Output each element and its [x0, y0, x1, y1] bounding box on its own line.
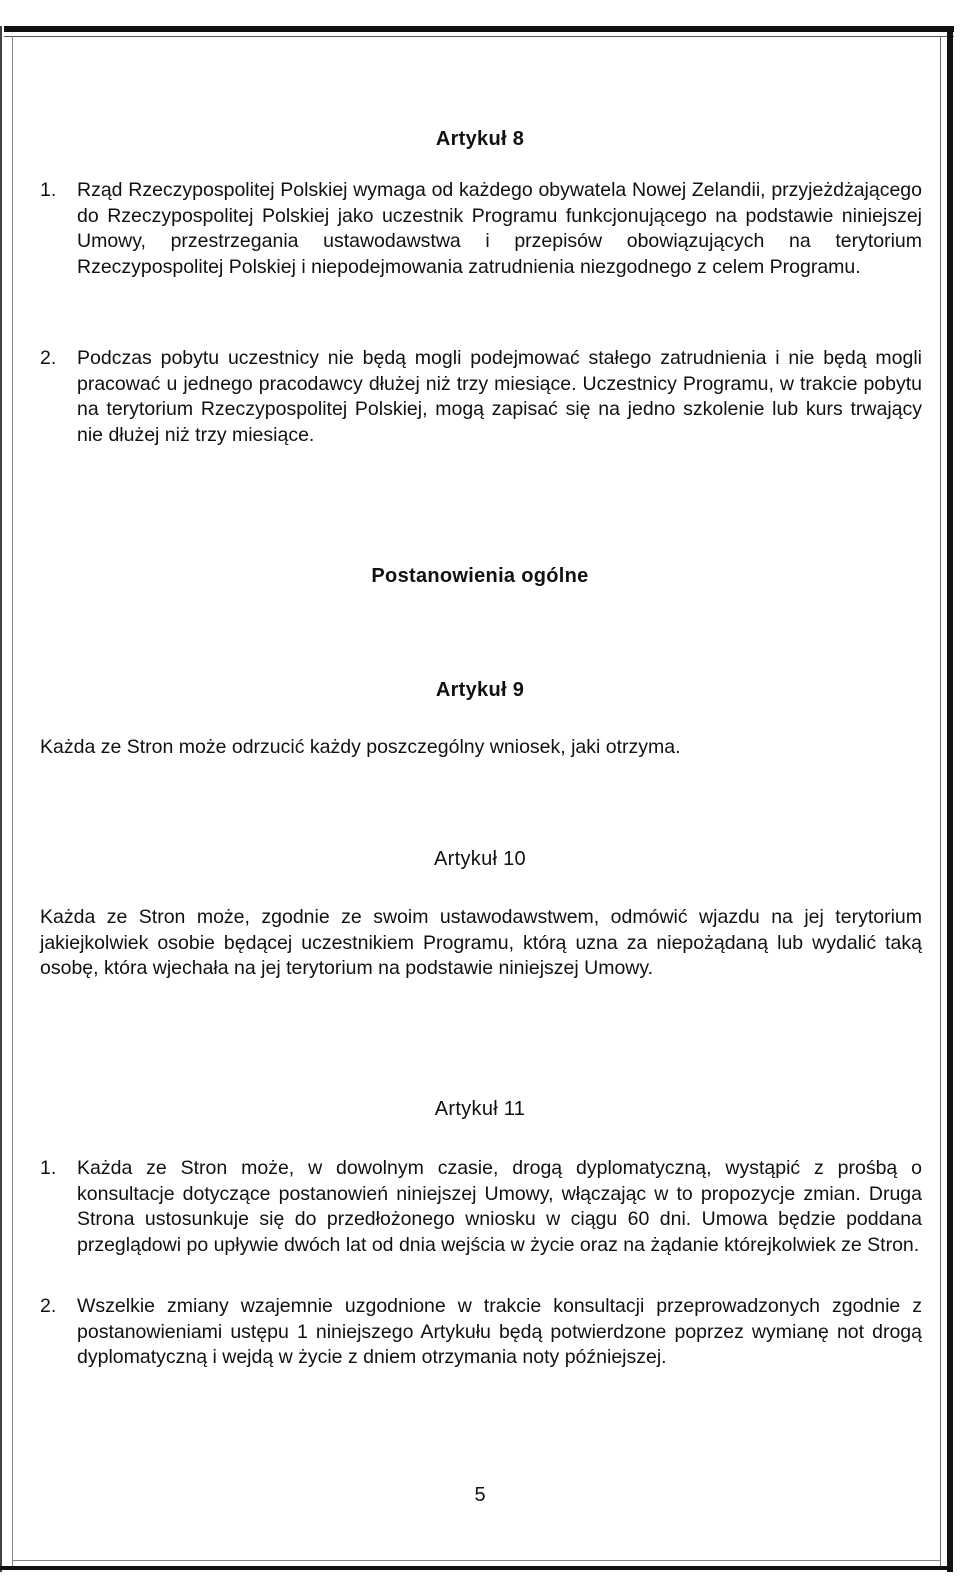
article-11-para-1-number: 1.: [40, 1157, 57, 1179]
article-11-para-2-number: 2.: [40, 1295, 57, 1317]
border-bottom: [0, 1566, 953, 1570]
page-number: 5: [474, 1484, 486, 1506]
border-top-inner: [4, 36, 954, 37]
article-10-heading: Artykuł 10: [434, 848, 526, 870]
article-9-heading: Artykuł 9: [435, 679, 525, 701]
border-right: [947, 26, 953, 1572]
article-8-para-1: Rząd Rzeczypospolitej Polskiej wymaga od każdego obywatela Nowej Zelandii, przyjeżdżającego do Rzeczypospolitej Polskiej jako uczestnik Programu funkcjonującego na podstawie niniejszej Umowy, przestrzegania ustawodawstwa i przepisów obowiązujących na terytorium Rzeczypospolitej Polskiej i niepodejmowania zatrudnienia niezgodnego z celem Programu.: [77, 179, 922, 278]
article-8-heading: Artykuł 8: [435, 128, 525, 150]
border-left-inner: [12, 36, 13, 1566]
article-9-text: Każda ze Stron może odrzucić każdy poszczególny wniosek, jaki otrzyma.: [40, 736, 681, 758]
border-right-inner: [940, 36, 941, 1566]
border-left: [0, 26, 2, 1572]
article-8-para-2: Podczas pobytu uczestnicy nie będą mogli podejmować stałego zatrudnienia i nie będą mogli pracować u jednego pracodawcy dłużej niż trzy miesiące. Uczestnicy Programu, w trakcie pobytu na terytorium Rzeczypospolitej Polskiej, mogą zapisać się na jedno szkolenie lub kurs trwający nie dłużej niż trzy miesiące.: [77, 347, 922, 446]
article-8-para-2-number: 2.: [40, 347, 57, 369]
article-11-heading: Artykuł 11: [434, 1098, 526, 1120]
article-8-para-1-number: 1.: [40, 179, 57, 201]
article-11-para-1: Każda ze Stron może, w dowolnym czasie, drogą dyplomatyczną, wystąpić z prośbą o konsultacje dotyczące postanowień niniejszej Umowy, włączając w to propozycje zmian. Druga Strona ustosunkuje się do przedłożonego wniosku w ciągu 60 dni. Umowa będzie poddana przeglądowi po upływie dwóch lat od dnia wejścia w życie oraz na żądanie którejkolwiek ze Stron.: [77, 1157, 922, 1256]
border-bottom-inner: [12, 1560, 941, 1561]
border-top: [4, 26, 954, 32]
general-provisions-heading: Postanowienia ogólne: [371, 565, 589, 587]
article-11-para-2: Wszelkie zmiany wzajemnie uzgodnione w trakcie konsultacji przeprowadzonych zgodnie z postanowieniami ustępu 1 niniejszego Artykułu będą potwierdzone poprzez wymianę not drogą dyplomatyczną i wejdą w życie z dniem otrzymania noty późniejszej.: [77, 1295, 922, 1368]
article-10-text: Każda ze Stron może, zgodnie ze swoim ustawodawstwem, odmówić wjazdu na jej terytorium jakiejkolwiek osobie będącej uczestnikiem Programu, którą uzna za niepożądaną lub wydalić taką osobę, która wjechała na jej terytorium na podstawie niniejszej Umowy.: [40, 906, 922, 979]
